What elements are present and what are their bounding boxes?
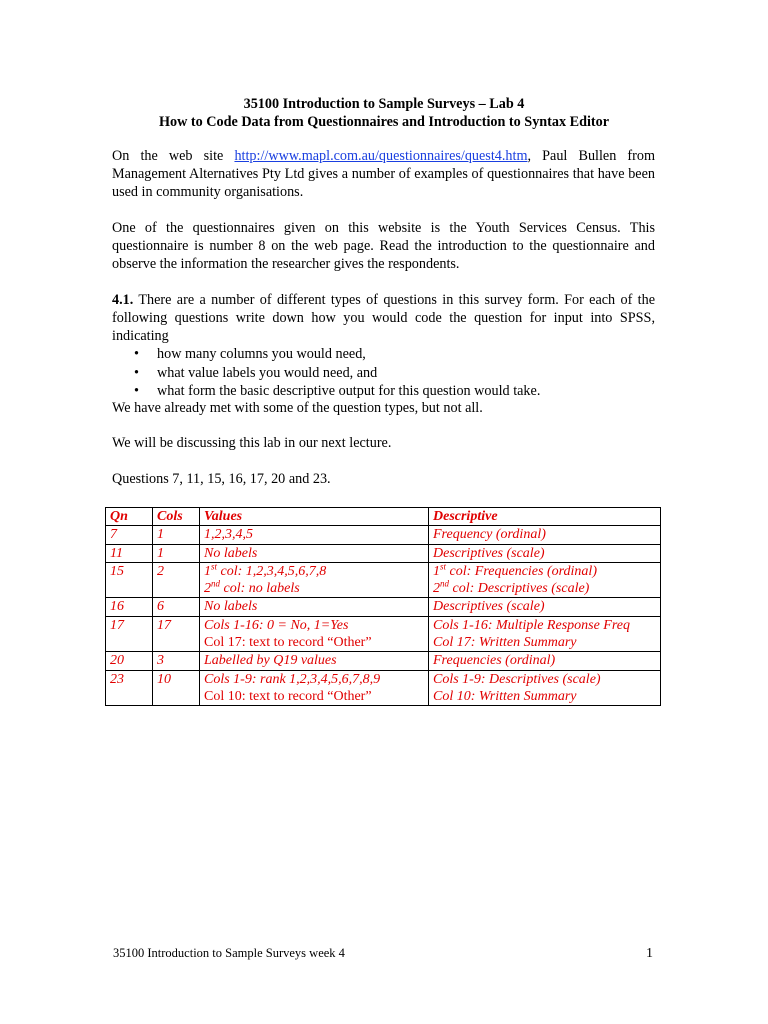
cell-qn: 20	[106, 652, 153, 670]
cell-values: Labelled by Q19 values	[200, 652, 429, 670]
cell-values: 1,2,3,4,5	[200, 526, 429, 544]
cell-descriptive	[429, 616, 661, 652]
questionnaire-link[interactable]: http://www.mapl.com.au/questionnaires/quest4.htm	[234, 148, 528, 164]
document-title: 35100 Introduction to Sample Surveys – Lab 4	[243, 96, 525, 112]
descriptive-line-1: Cols 1-9: Descriptives (scale)	[433, 671, 601, 687]
cell-qn: 23	[106, 670, 153, 706]
cell-qn: 16	[106, 598, 153, 616]
table-row	[106, 670, 661, 706]
page-number: 1	[646, 946, 653, 961]
cell-values	[200, 616, 429, 652]
values-line-2: Col 10: text to record “Other”	[204, 688, 372, 704]
task-paragraph	[112, 291, 655, 345]
values-line-2: Col 17: text to record “Other”	[204, 635, 372, 651]
cell-values	[200, 562, 429, 598]
header-descriptive: Descriptive	[429, 508, 661, 526]
cell-qn: 7	[106, 526, 153, 544]
cell-descriptive: Descriptives (scale)	[429, 544, 661, 562]
cell-descriptive: Frequency (ordinal)	[429, 526, 661, 544]
descriptive-line-2: 2nd col: Descriptives (scale)	[433, 578, 590, 597]
cell-descriptive	[429, 562, 661, 598]
cell-values: No labels	[200, 544, 429, 562]
cell-cols: 2	[153, 562, 200, 598]
table-row	[106, 562, 661, 598]
bullet-icon: •	[134, 364, 139, 381]
intro-paragraph-2: One of the questionnaires given on this website is the Youth Services Census. This questionnaire is number 8 on the web page. Read the introduction to the questionnaire and observe the information the researcher gives the respondents.	[112, 220, 655, 272]
header-cols: Cols	[153, 508, 200, 526]
table-row	[106, 598, 661, 616]
intro-paragraph-1	[112, 147, 655, 201]
intro-text-before-link: On the web site	[112, 148, 235, 164]
task-bullet-list	[112, 345, 655, 401]
cell-cols: 1	[153, 526, 200, 544]
task-number: 4.1.	[112, 292, 134, 308]
cell-cols: 6	[153, 598, 200, 616]
after-bullets-text: We have already met with some of the question types, but not all.	[112, 400, 483, 416]
cell-values	[200, 670, 429, 706]
values-line-2: 2nd col: no labels	[204, 578, 300, 597]
table-row	[106, 616, 661, 652]
cell-qn: 15	[106, 562, 153, 598]
cell-cols: 10	[153, 670, 200, 706]
descriptive-line-1: 1st col: Frequencies (ordinal)	[433, 561, 597, 579]
cell-qn: 11	[106, 544, 153, 562]
table-header-row	[106, 508, 661, 526]
cell-descriptive: Frequencies (ordinal)	[429, 652, 661, 670]
cell-cols: 3	[153, 652, 200, 670]
coding-table	[105, 507, 661, 706]
footer-course-label: 35100 Introduction to Sample Surveys week 4	[113, 946, 345, 960]
bullet-item: • how many columns you would need,	[134, 346, 366, 362]
cell-cols: 17	[153, 616, 200, 652]
discussion-note: We will be discussing this lab in our next lecture.	[112, 435, 392, 451]
bullet-item: • what form the basic descriptive output for this question would take.	[134, 383, 541, 399]
values-line-1: Cols 1-16: 0 = No, 1=Yes	[204, 617, 349, 633]
bullet-item: • what value labels you would need, and	[134, 364, 378, 381]
cell-cols: 1	[153, 544, 200, 562]
descriptive-line-2: Col 10: Written Summary	[433, 688, 577, 704]
cell-qn: 17	[106, 616, 153, 652]
questions-line: Questions 7, 11, 15, 16, 17, 20 and 23.	[112, 471, 331, 487]
header-qn: Qn	[106, 508, 153, 526]
intro-text-after-link: , Paul Bullen from Management Alternatives Pty Ltd gives a number of examples of questionnaires that have been used in community organisations.	[112, 148, 656, 200]
task-text: There are a number of different types of questions in this survey form. For each of the following questions write down how you would code the question for input into SPSS, indicating	[112, 292, 655, 344]
values-line-1: Cols 1-9: rank 1,2,3,4,5,6,7,8,9	[204, 671, 381, 687]
table-row	[106, 544, 661, 562]
values-line-1: 1st col: 1,2,3,4,5,6,7,8	[204, 561, 327, 579]
document-subtitle: How to Code Data from Questionnaires and Introduction to Syntax Editor	[158, 114, 610, 130]
bullet-icon: •	[134, 346, 139, 362]
bullet-icon: •	[134, 383, 139, 399]
header-values: Values	[200, 508, 429, 526]
descriptive-line-2: Col 17: Written Summary	[433, 635, 577, 651]
cell-descriptive: Descriptives (scale)	[429, 598, 661, 616]
cell-values: No labels	[200, 598, 429, 616]
table-row	[106, 526, 661, 544]
descriptive-line-1: Cols 1-16: Multiple Response Freq	[433, 617, 631, 633]
table-row	[106, 652, 661, 670]
cell-descriptive	[429, 670, 661, 706]
